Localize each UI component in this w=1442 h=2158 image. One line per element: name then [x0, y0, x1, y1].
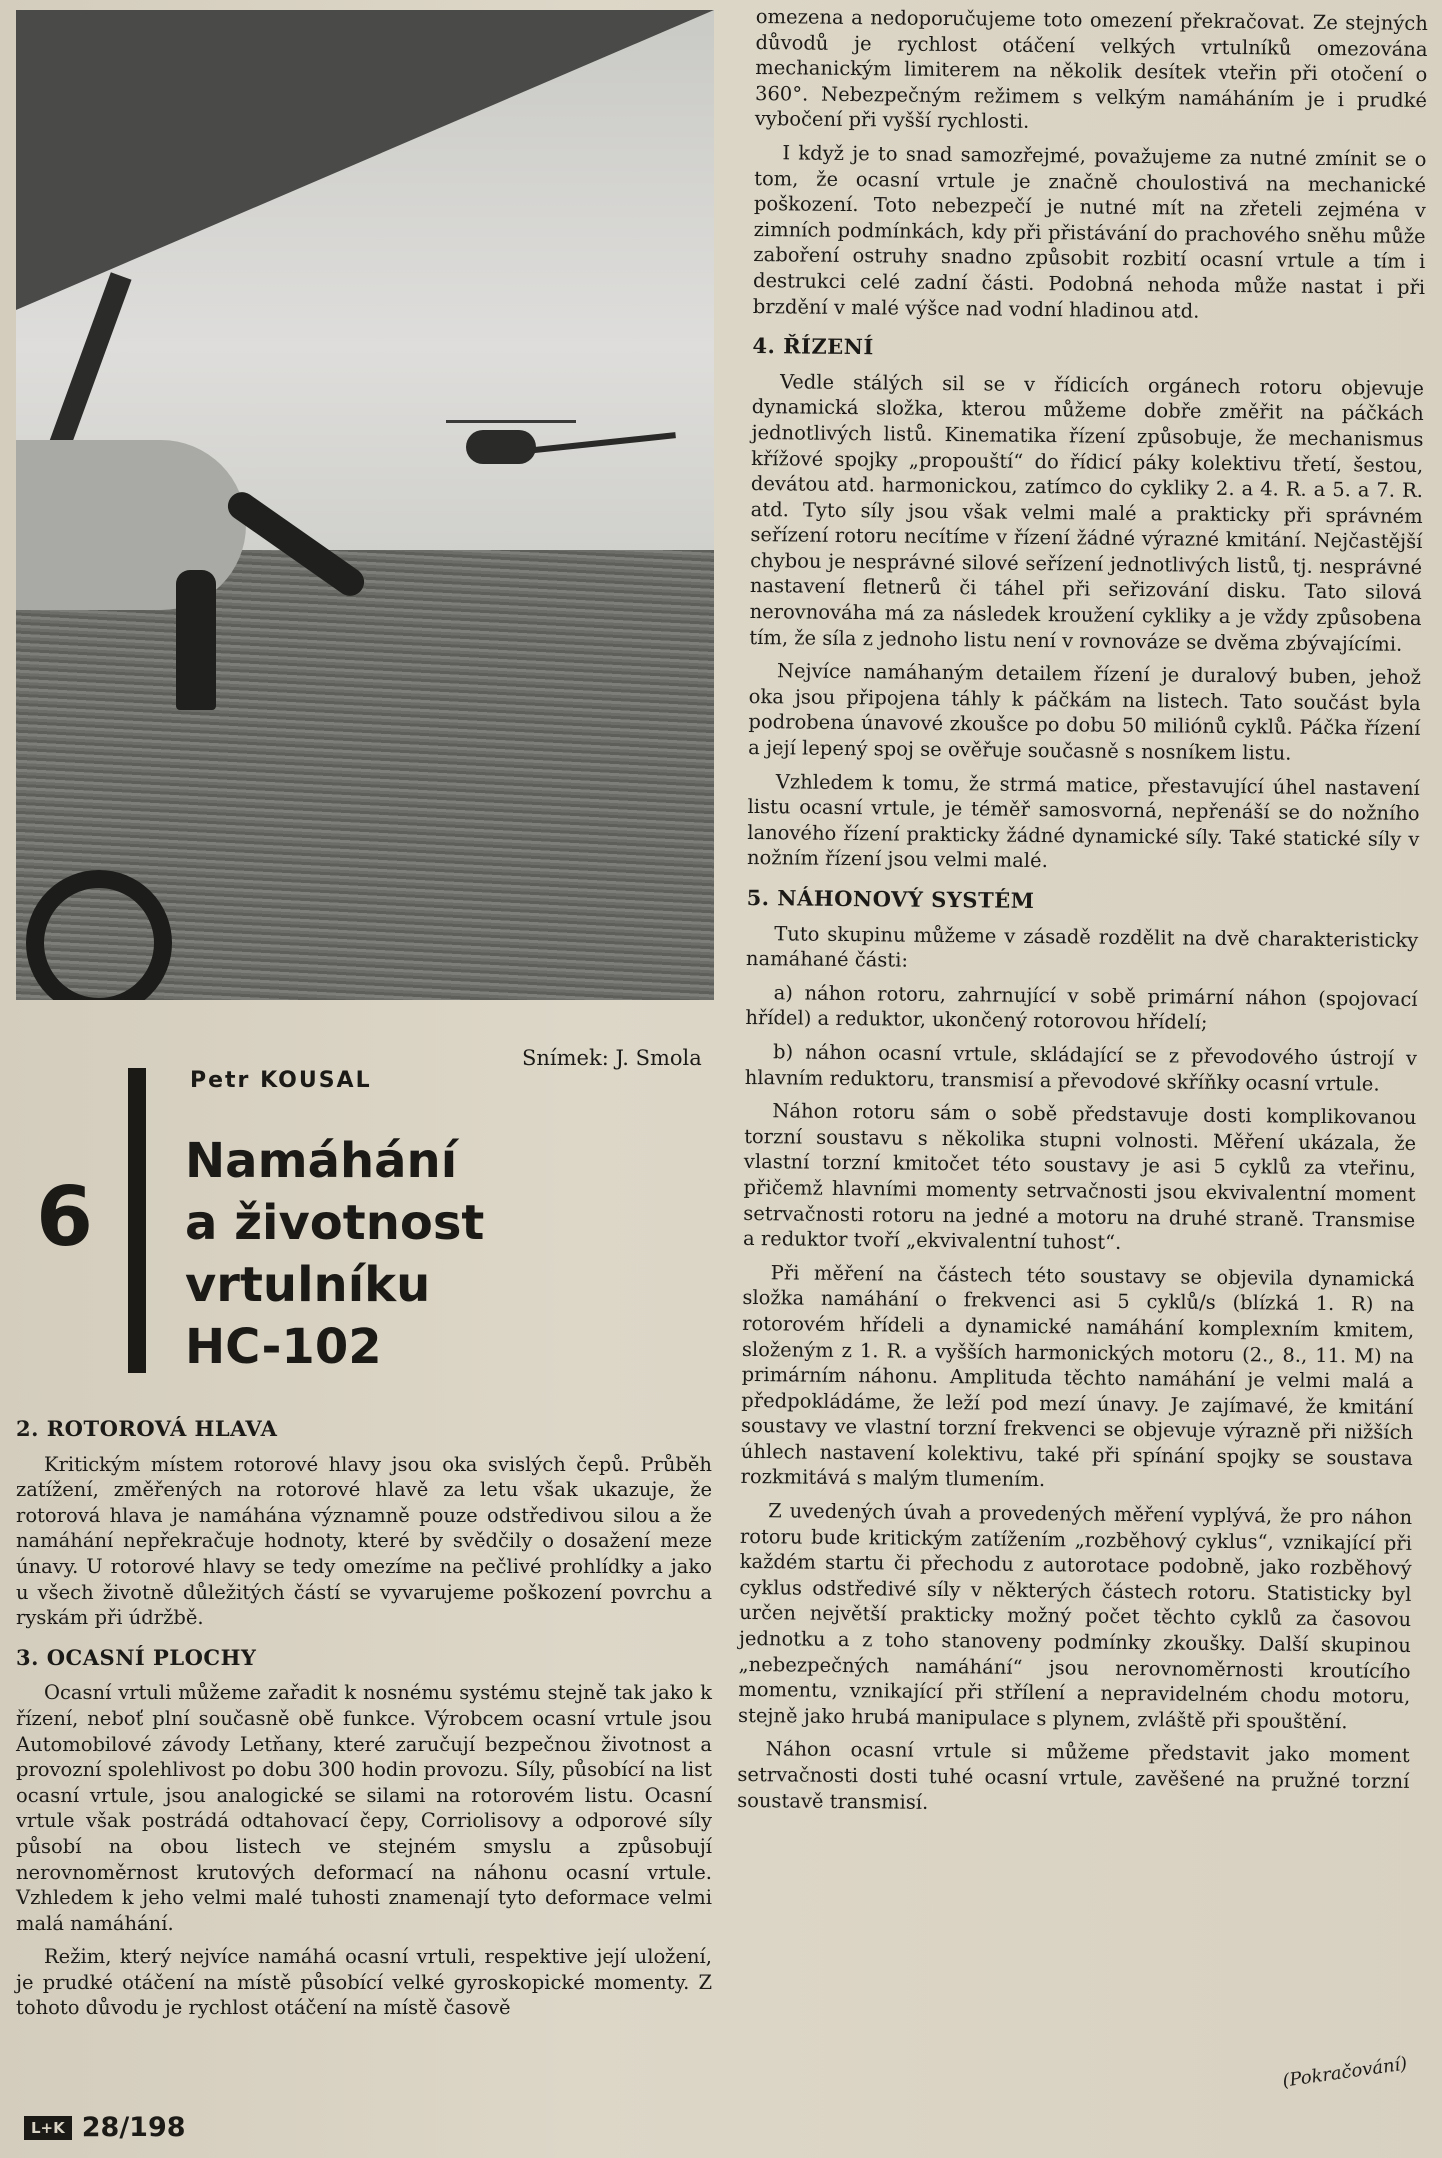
- page-number: 28/198: [81, 2112, 186, 2143]
- paragraph: Nejvíce namáhaným detailem řízení je duralový buben, jehož oka jsou připojena táhly k páčkám na listech. Tato součást byla podrobena únavové zkoušce po dobu 50 miliónů cyklů. Páčka řízení a její lepený spoj se ověřuje současně s nosníkem listu.: [748, 659, 1422, 765]
- paragraph: Náhon ocasní vrtule si můžeme představit jako moment setrvačnosti dosti tuhé ocasní vrtule, zavěšené na pružné torzní soustavě transmisí.: [737, 1737, 1410, 1814]
- paragraph: Při měření na částech této soustavy se objevila dynamická složka namáhání o frekvenci asi 5 cyklů/s (blízká 1. R) na rotorovém hřídeli a dynamické namáhání komplexním kmitem, složeným z 1. R. a vyšších harmonických motoru (2., 8., 11. M) na primárním náhonu. Amplituda těchto namáhání je velmi malá a předpokládáme, že leží pod mezí únavy. Je zajímavé, že kmitání soustavy ve vlastní torzní frekvenci se objevuje výrazně při nižších úhlech nastavení kolektivu, také při spínání spojky se soustava rozkmitává s malým tlumením.: [740, 1260, 1415, 1492]
- continued-note: (Pokračování): [1281, 2053, 1409, 2092]
- list-item: b) náhon ocasní vrtule, skládající se z převodového ústrojí v hlavním reduktoru, transmisí a převodové skříňky ocasní vrtule.: [744, 1040, 1418, 1096]
- photo-wing: [16, 10, 714, 310]
- section-heading: 5. NÁHONOVÝ SYSTÉM: [746, 884, 1035, 913]
- section-heading: 3. OCASNÍ PLOCHY: [16, 1644, 257, 1670]
- article-title: [185, 1130, 484, 1378]
- article-number: 6: [36, 1170, 94, 1265]
- right-column: [737, 4, 1428, 1828]
- title-line: HC-102: [185, 1319, 382, 1375]
- title-bar: [128, 1068, 146, 1373]
- photo-helicopter: [446, 410, 586, 470]
- paragraph: Náhon rotoru sám o sobě představuje dosti komplikovanou torzní soustavu s několika stupni volnosti. Měření ukázala, že vlastní torzní kmitočet této soustavy je asi 5 cyklů za vteřinu, přičemž hlavními momenty setrvačnosti jsou ekvivalentní moment setrvačnosti rotoru na jedné a motoru na druhé straně. Transmise a reduktor tvoří „ekvivalentní tuhost“.: [742, 1099, 1417, 1255]
- magazine-logo: L+K: [24, 2116, 72, 2140]
- section-heading: 4. ŘÍZENÍ: [752, 333, 874, 360]
- paragraph: Z uvedených úvah a provedených měření vyplývá, že pro náhon rotoru bude kritickým zatížením „rozběhový cyklus“, vznikající při každém startu či přechodu z autorotace podobně, jako rozběhový cyklus odstředivé síly v některých částech rotoru. Statisticky byl určen největší prakticky možný počet těchto cyklů za časovou jednotku a z toho stanoveny podmínky zkoušky. Další skupinou „nebezpečných namáhání“ jsou nerovnoměrnosti kroutícího momentu, vznikající při střílení a nepravidelném chodu motoru, stejně jako hrubá manipulace s plynem, zvláště při spouštění.: [737, 1499, 1413, 1734]
- page-footer: [24, 2112, 186, 2143]
- title-line: vrtulníku: [185, 1257, 431, 1313]
- photo-person: [176, 570, 216, 710]
- article-author: Petr KOUSAL: [190, 1068, 372, 1093]
- left-column: [16, 1402, 712, 2029]
- section-heading: 2. ROTOROVÁ HLAVA: [16, 1416, 278, 1441]
- paragraph: Kritickým místem rotorové hlavy jsou oka svislých čepů. Průběh zatížení, změřených na rotorové hlavě za letu však ukazuje, že rotorová hlava je namáhána významně pouze odstředivou silou a že namáhání nepřekračuje hodnoty, které by svědčily o dosažení meze únavy. U rotorové hlavy se tedy omezíme na pečlivé prohlídky a jako u všech životně důležitých částí se vyvarujeme poškození povrchu a ryskám při údržbě.: [16, 1452, 712, 1630]
- paragraph: Ocasní vrtuli můžeme zařadit k nosnému systému stejně tak jako k řízení, neboť plní současně obě funkce. Výrobcem ocasní vrtule jsou Automobilové závody Letňany, které zaručují bezpečnou životnost a provozní spolehlivost po dobu 300 hodin provozu. Síly, působící na list ocasní vrtule, jsou analogické se silami na rotorovém listu. Ocasní vrtule však postrádá odtahovací čepy, Corriolisovy a odporové síly působí na obou listech ve stejném smyslu a způsobují nerovnoměrnost krutových deformací na náhonu ocasní vrtule. Vzhledem k jeho velmi malé tuhosti znamenají tyto deformace velmi malá namáhání.: [16, 1681, 712, 1935]
- paragraph: omezena a nedoporučujeme toto omezení překračovat. Ze stejných důvodů je rychlost otáčení velkých vrtulníků omezována mechanickým limiterem na několik desítek vteřin při otočení o 360°. Nebezpečným režimem s velkým namáháním je i prudké vybočení při vyšší rychlosti.: [754, 4, 1428, 134]
- aircraft-helicopter-photo: [16, 10, 714, 1000]
- title-line: Namáhání: [185, 1133, 458, 1189]
- paragraph: I když je to snad samozřejmé, považujeme za nutné zmínit se o tom, že ocasní vrtule je značně choulostivá na mechanické poškození. Toto nebezpečí je nutné mít na zřeteli zejména v zimních podmínkách, kdy při přistávání do prachového sněhu může zaboření ostruhy snadno způsobit rozbití ocasní vrtule a tím i destrukci celé zadní části. Podobná nehoda může nastat i při brzdění v malé výšce nad vodní hladinou atd.: [752, 141, 1427, 323]
- paragraph: Tuto skupinu můžeme v zásadě rozdělit na dvě charakteristicky namáhané části:: [745, 921, 1419, 972]
- paragraph: Vzhledem k tomu, že strmá matice, přestavující úhel nastavení listu ocasní vrtule, je téměř samosvorná, nepřenáší se do nožního lanového řízení prakticky žádné dynamické síly. Také statické síly v nožním řízení jsou velmi malé.: [746, 769, 1420, 873]
- title-line: a životnost: [185, 1195, 485, 1251]
- list-item: a) náhon rotoru, zahrnující v sobě primární náhon (spojovací hřídel) a reduktor, ukončený rotorovou hřídelí;: [745, 981, 1418, 1035]
- paragraph: Režim, který nejvíce namáhá ocasní vrtuli, respektive její uložení, je prudké otáčení na místě působící velké gyroskopické momenty. Z tohoto důvodu je rychlost otáčení na místě časově: [16, 1945, 712, 2020]
- photo-caption: Snímek: J. Smola: [522, 1046, 702, 1070]
- paragraph: Vedle stálých sil se v řídicích orgánech rotoru objevuje dynamická složka, kterou můžeme dobře změřit na páčkách jednotlivých listů. Kinematika řízení způsobuje, že mechanismus křížové spojky „propouští“ do řídicí páky kolektivu třetí, šestou, devátou atd. harmonickou, zatímco do cykliky 2. a 4. R. a 5. a 7. R. atd. Tyto síly jsou však velmi malé a prakticky při správném seřízení rotoru necítíme v řízení žádné výrazné kmitání. Nejčastější chybou je nesprávné silové seřízení jednotlivých listů, tj. nesprávné nastavení fletnerů či táhel při seřizování disku. Tato silová nerovnováha má za následek kroužení cykliky a je vždy způsobena tím, že síla z jednoho listu není v rovnováze se dvěma zbývajícími.: [749, 369, 1425, 656]
